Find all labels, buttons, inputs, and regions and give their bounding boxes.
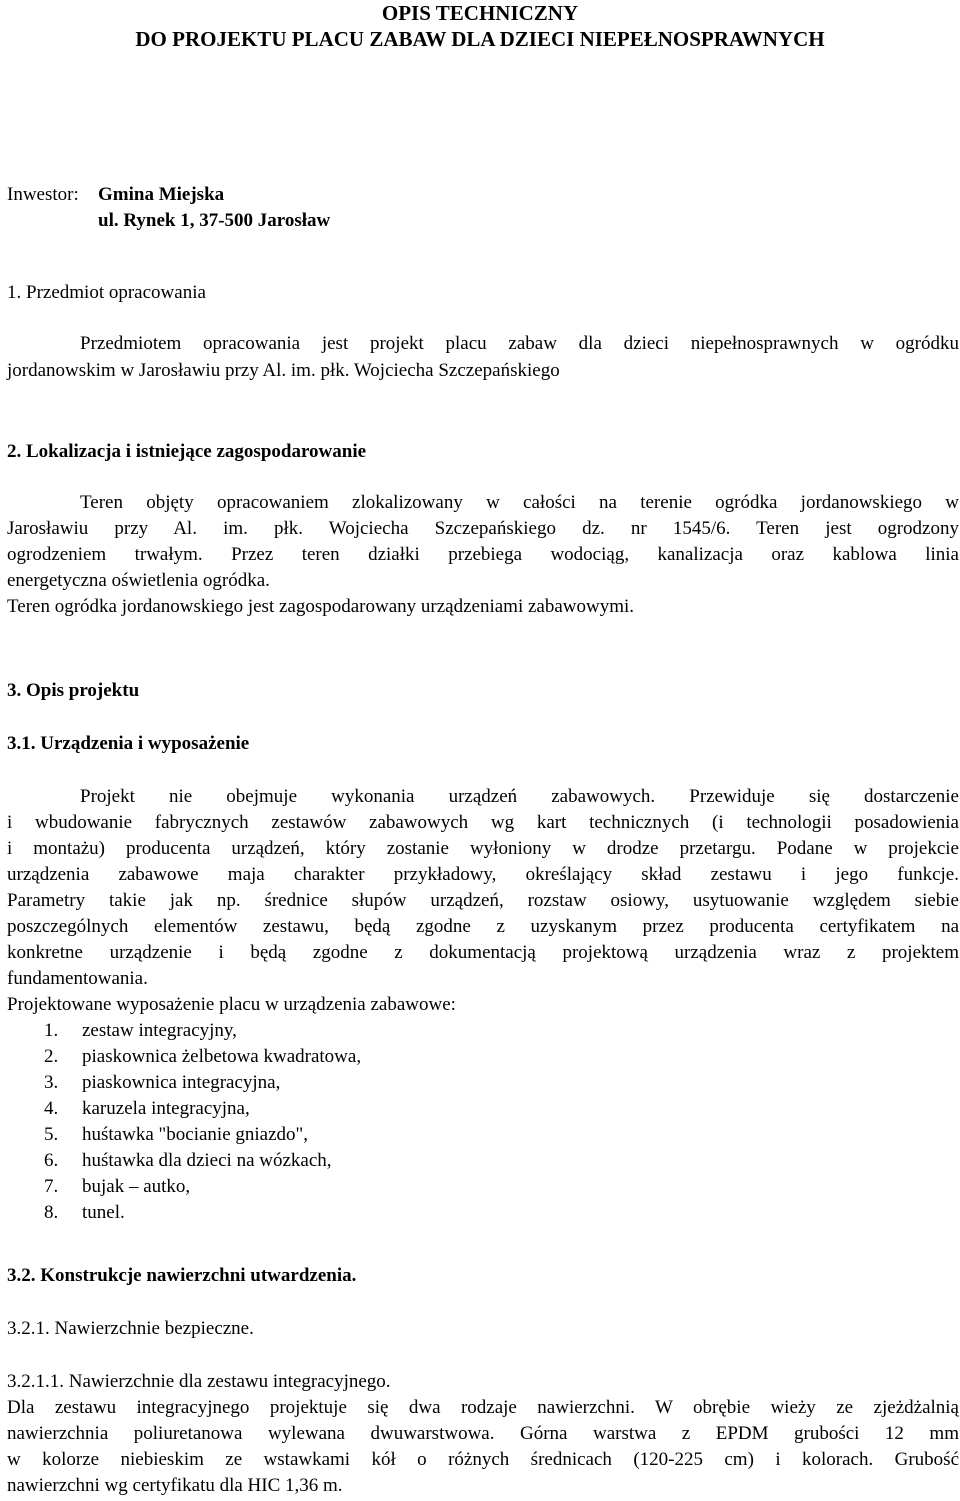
list-item: [44, 1200, 125, 1226]
list-item-number: 2.: [44, 1046, 59, 1067]
section-3-1-line: Projektowane wyposażenie placu w urządzenia zabawowe:: [7, 994, 456, 1015]
section-3-1-line: i montażu) producenta urządzeń, który zostanie wyłoniony w drodze przetargu. Podane w projekcie: [7, 838, 959, 859]
list-item-text: tunel.: [82, 1202, 125, 1223]
list-item-number: 6.: [44, 1150, 59, 1171]
list-item-text: zestaw integracyjny,: [82, 1020, 237, 1041]
section-3-2-1-1-line: nawierzchnia poliuretanowa wylewana dwuwarstwowa. Górna warstwa z EPDM grubości 12 mm: [7, 1423, 959, 1444]
section-3-1-line: Projekt nie obejmuje wykonania urządzeń zabawowych. Przewiduje się dostarczenie: [80, 786, 959, 807]
section-1-line: jordanowskim w Jarosławiu przy Al. im. płk. Wojciecha Szczepańskiego: [7, 360, 560, 381]
section-3-1-line: i wbudowanie fabrycznych zestawów zabawowych wg kart technicznych (i technologii posadowienia: [7, 812, 959, 833]
investor-name: Gmina Miejska: [98, 184, 225, 205]
section-3-1-heading: 3.1. Urządzenia i wyposażenie: [7, 733, 250, 754]
section-2-line: energetyczna oświetlenia ogródka.: [7, 570, 270, 591]
section-3-1-line: poszczególnych elementów zestawu, będą zgodne z uzyskanym przez producenta certyfikatem na: [7, 916, 959, 937]
list-item: [44, 1148, 332, 1174]
section-2-line: Teren ogródka jordanowskiego jest zagospodarowany urządzeniami zabawowymi.: [7, 596, 635, 617]
section-1-heading: 1. Przedmiot opracowania: [7, 282, 206, 303]
document-title: OPIS TECHNICZNY: [381, 1, 579, 25]
section-3-1-line: konkretne urządzenie i będą zgodne z dokumentacją projektową urządzenia wraz z projektem: [7, 942, 959, 963]
list-item-number: 3.: [44, 1072, 59, 1093]
section-3-2-1-1-line: nawierzchni wg certyfikatu dla HIC 1,36 m.: [7, 1475, 343, 1496]
list-item-text: piaskownica żelbetowa kwadratowa,: [82, 1046, 362, 1067]
section-3-1-line: Parametry takie jak np. średnice słupów urządzeń, rozstaw osiowy, usytuowanie względem siebie: [7, 890, 959, 911]
document-subtitle: DO PROJEKTU PLACU ZABAW DLA DZIECI NIEPEŁNOSPRAWNYCH: [135, 27, 825, 51]
investor-label: Inwestor:: [7, 184, 79, 205]
section-3-2-1-heading: 3.2.1. Nawierzchnie bezpieczne.: [7, 1318, 254, 1339]
list-item: [44, 1044, 361, 1070]
list-item: [44, 1070, 280, 1096]
list-item-number: 4.: [44, 1098, 59, 1119]
section-3-1-line: fundamentowania.: [7, 968, 148, 989]
list-item: [44, 1174, 190, 1200]
list-item-number: 8.: [44, 1202, 59, 1223]
investor-address: ul. Rynek 1, 37-500 Jarosław: [98, 210, 331, 231]
list-item-number: 5.: [44, 1124, 59, 1145]
section-3-2-1-1-line: Dla zestawu integracyjnego projektuje się dwa rodzaje nawierzchni. W obrębie wieży ze zjeżdżalnią: [7, 1397, 959, 1418]
list-item-text: huśtawka dla dzieci na wózkach,: [82, 1150, 332, 1171]
section-3-1-line: urządzenia zabawowe maja charakter przykładowy, określający skład zestawu i jego funkcje.: [7, 864, 959, 885]
section-2-line: ogrodzeniem trwałym. Przez teren działki przebiega wodociąg, kanalizacja oraz kablowa linia: [7, 544, 959, 565]
list-item: [44, 1018, 237, 1044]
list-item-text: karuzela integracyjna,: [82, 1098, 250, 1119]
list-item-text: huśtawka "bocianie gniazdo",: [82, 1124, 309, 1145]
list-item-number: 1.: [44, 1020, 59, 1041]
section-1-line: Przedmiotem opracowania jest projekt placu zabaw dla dzieci niepełnosprawnych w ogródku: [80, 333, 959, 354]
section-2-line: Jarosławiu przy Al. im. płk. Wojciecha Szczepańskiego dz. nr 1545/6. Teren jest ogrodzony: [7, 518, 959, 539]
list-item-text: bujak – autko,: [82, 1176, 191, 1197]
list-item-number: 7.: [44, 1176, 59, 1197]
list-item-text: piaskownica integracyjna,: [82, 1072, 281, 1093]
section-3-2-1-1-heading: 3.2.1.1. Nawierzchnie dla zestawu integracyjnego.: [7, 1371, 391, 1392]
section-2-heading: 2. Lokalizacja i istniejące zagospodarowanie: [7, 441, 367, 462]
section-3-2-1-1-line: w kolorze niebieskim ze wstawkami kół o różnych średnicach (120-225 cm) i kolorach. Grubość: [7, 1449, 959, 1470]
section-3-heading: 3. Opis projektu: [7, 680, 140, 701]
list-item: [44, 1122, 308, 1148]
list-item: [44, 1096, 250, 1122]
section-3-2-heading: 3.2. Konstrukcje nawierzchni utwardzenia.: [7, 1265, 357, 1286]
section-2-line: Teren objęty opracowaniem zlokalizowany w całości na terenie ogródka jordanowskiego w: [80, 492, 959, 513]
